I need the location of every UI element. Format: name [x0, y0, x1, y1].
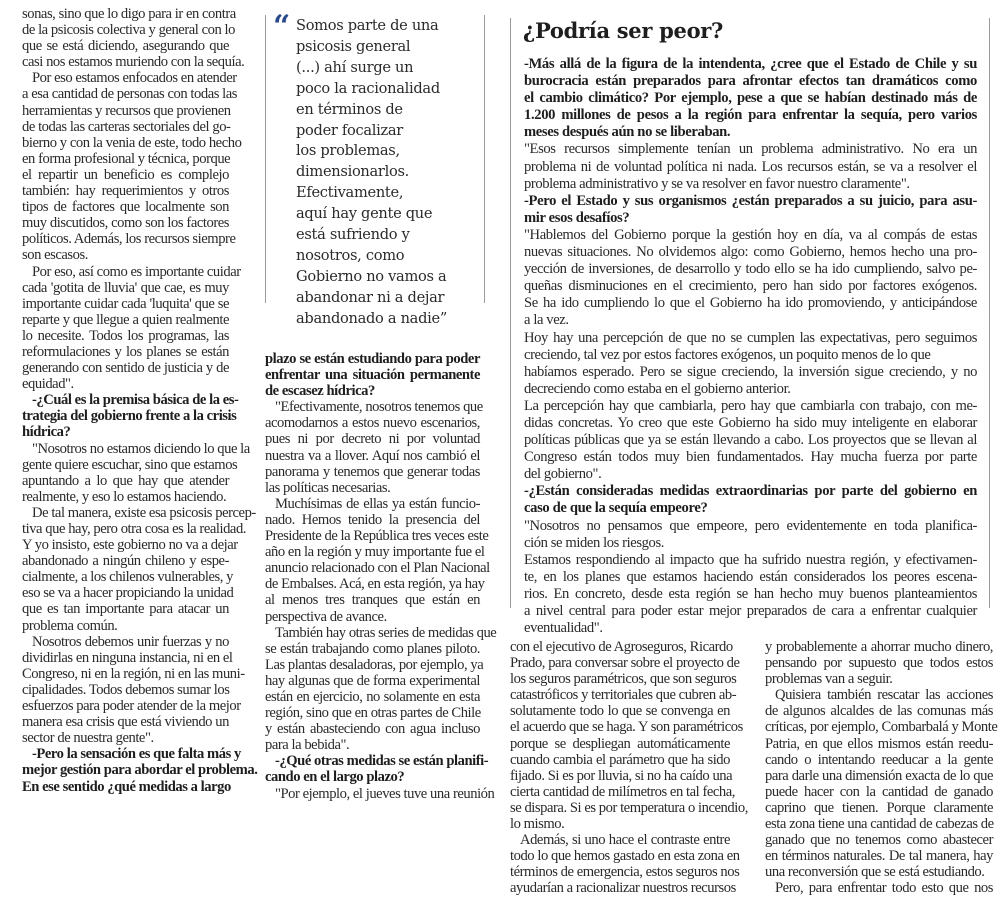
text-line: que se está diciendo, asegurando que — [22, 38, 229, 55]
text-line: hay algunas que de forma experimental — [265, 672, 480, 689]
text-line: a esa cantidad de personas con todas las — [22, 86, 238, 103]
text-line: Quisiera también rescatar las acciones — [775, 687, 993, 704]
text-line: tiva que hay, pero otra cosa es la realidad. — [22, 521, 246, 537]
text-line: fijado. Si es por lluvia, si no ha caído una — [510, 767, 733, 784]
sidebox-text-line: Estamos respondiendo al impacto que ha sufrido nuestra región, y efectivamen- — [524, 551, 977, 568]
text-line: Pero, para enfrentar todo esto que nos — [775, 880, 993, 897]
text-line: y están abasteciendo con agua incluso — [265, 721, 480, 738]
text-line: sonas, sino que lo digo para ir en contra — [22, 6, 236, 22]
text-line: de algunos alcaldes de las comunas más — [765, 703, 993, 720]
pull-quote — [265, 9, 485, 327]
text-line: nuestra va a llover. Aquí nos cambió el — [265, 447, 480, 464]
sidebox-text-line: "Hablemos del Gobierno porque la gestión hoy en día, va al compás de estas — [524, 226, 977, 243]
text-line: de todas las carteras sectoriales del go- — [22, 118, 231, 135]
pull-quote-line: dimensionarlos. — [296, 163, 409, 181]
text-line: realmente, y eso lo estamos haciendo. — [22, 488, 227, 505]
text-line: hídrica? — [22, 424, 71, 441]
text-line: mejor gestión para abordar el problema. — [22, 762, 258, 779]
text-line: críticas, por ejemplo, Combarbalá y Monte — [765, 719, 998, 736]
text-line: apuntando a lo que hay que atender — [22, 472, 229, 489]
pull-quote-line: poder focalizar — [296, 121, 403, 139]
sidebox-text-line: Hoy hay una percepción de que no se cumplen las expectativas, pero seguimos — [524, 329, 977, 346]
text-line: son escasos. — [22, 247, 88, 264]
text-line: pensando por supuesto que todos estos — [765, 655, 993, 672]
text-line: reformulaciones y los planes se están — [22, 343, 229, 360]
text-line: herramientas y recursos que provienen — [22, 102, 231, 119]
pull-quote-line: Somos parte de una — [296, 17, 439, 34]
sidebox-text-line: problema administrativo y se va resolver en favor nuestro claramente". — [524, 175, 910, 192]
text-line: año en la región y muy importante fue el — [265, 544, 485, 561]
text-line: plazo se están estudiando para poder — [265, 351, 480, 367]
text-line: anuncio relacionado con el Plan Nacional — [265, 560, 490, 577]
text-line: una reconversión que se está estudiando. — [765, 864, 985, 881]
text-line: "Por ejemplo, el jueves tuve una reunión — [275, 785, 495, 802]
text-line: bierno y con la venia de este, todo hecho — [22, 134, 242, 151]
sidebox-text-line: "Esos recursos simplemente tenían un problema administrativo. No era un — [524, 141, 977, 158]
text-line: En ese sentido ¿qué medidas a largo — [22, 778, 231, 795]
sidebox-text-line: problema ni de voluntad política ni nada. Los recursos están, se va a resolver el — [524, 158, 977, 175]
sidebox-text-line: ción se miden los riesgos. — [524, 534, 664, 551]
sidebox-text-line: decreciendo como estaba en el gobierno anterior. — [524, 380, 791, 397]
text-line: Patria, en que ellos mismos están reedu- — [765, 735, 993, 752]
sidebox-text-line: habíamos esperado. Pero se sigue creciendo, la inversión sigue creciendo, y no — [524, 363, 977, 380]
article-column-3 — [510, 639, 748, 897]
text-line: cuando cambia el parámetro que ha sido — [510, 751, 730, 768]
sidebox-text-line: a nivel central para poder estar mejor preparados de cara a enfrentar cualquier — [524, 603, 977, 619]
sidebox-text-line: burocracia están preparados para afrontar efectos tan dramáticos como — [524, 73, 977, 90]
pull-quote-line: poco la racionalidad — [296, 79, 440, 97]
pull-quote-line: los problemas, — [296, 142, 400, 160]
text-line: caprino que tienen. Porque claramente — [765, 799, 993, 816]
sidebox-text-line: rios. En concreto, desde esta región se han hecho muy buenos planteamientos — [524, 585, 977, 602]
text-line: Muchísimas de ellas ya están funcio- — [275, 495, 480, 512]
sidebox-text-line: queñas disminuciones en el crecimiento, pero han sido por factores exógenos. — [524, 278, 977, 295]
text-line: De tal manera, existe esa psicosis percep- — [32, 504, 256, 521]
text-line: el repartir un beneficio es complejo — [22, 166, 229, 183]
pull-quote-line: abandonado a nadie” — [296, 309, 447, 327]
article-column-1 — [22, 6, 258, 795]
text-line: que es tan importante para atacar un — [22, 601, 229, 618]
text-line: cando en el largo plazo? — [265, 769, 405, 786]
text-line: y probablemente a ahorrar mucho dinero, — [765, 639, 993, 655]
text-line: abandonado a ningún chileno y espe- — [22, 553, 229, 570]
sidebox-text-line: a la vez. — [524, 312, 569, 329]
text-line: cipalidades. Todos debemos sumar los — [22, 681, 230, 698]
text-line: -Pero la sensación es que falta más y — [32, 746, 241, 763]
text-line: en forma profesional y técnica, porque — [22, 150, 231, 167]
text-line: -¿Cuál es la premisa básica de la es- — [32, 392, 239, 409]
text-line: acomodarnos a estos nuevo escenarios, — [265, 415, 480, 432]
text-line: Prado, para conversar sobre el proyecto de — [510, 655, 740, 672]
article-column-2 — [265, 351, 497, 802]
sidebox-text-line: Se ha ido cumpliendo lo que el Gobierno ha ido promoviendo, y anticipándose — [524, 295, 977, 312]
sidebox-text-line: eventualidad". — [524, 620, 603, 637]
sidebox-text-line: políticas públicas que ya se están llevando a cabo. Los proyectos que se llevan al — [524, 432, 977, 449]
text-line: enfrentar una situación permanente — [265, 367, 480, 384]
text-line: sector de nuestra gente". — [22, 730, 154, 747]
pull-quote-line: abandonar ni a dejar — [296, 288, 445, 306]
text-line: "Efectivamente, nosotros tenemos que — [275, 399, 483, 416]
sidebox-text-line: 1.200 millones de pesos a la región para enfrentar la sequía, pero varios — [524, 107, 977, 124]
text-line: trategia del gobierno frente a la crisis — [22, 408, 237, 425]
sidebox-text-line: "Nosotros no pensamos que empeore, pero evidentemente en toda planifica- — [524, 517, 977, 534]
text-line: el acuerdo que se haga. Y son paramétricos — [510, 719, 743, 736]
sidebox-text-line: Congreso están todos muy bien fundamentados. Hay mucha fuerza por parte — [524, 449, 977, 466]
text-line: políticos. Además, los recursos siempre — [22, 231, 236, 248]
pull-quote-line: Efectivamente, — [296, 184, 404, 202]
pull-quote-text — [296, 16, 447, 330]
text-line: dividirlas en ninguna instancia, ni en el — [22, 649, 233, 666]
text-line: cada 'gotita de lluvia' que cae, es muy — [22, 279, 229, 296]
sidebox-text-line: el cambio climático? Por ejemplo, pese a que se habían destinado más de — [524, 90, 977, 107]
text-line: gente quiere escuchar, sino que estamos — [22, 456, 238, 473]
text-line: ganado que no tenemos como abastecer — [765, 832, 993, 849]
text-line: "Nosotros no estamos diciendo lo que la — [32, 440, 250, 457]
sidebox-text-line: La percepción hay que cambiarla, pero hay que cambiarla con trabajo, con me- — [524, 397, 977, 414]
sidebox-text-line: -¿Están consideradas medidas extraordinarias por parte del gobierno en — [524, 483, 977, 500]
quote-mark-icon: “ — [273, 9, 291, 44]
text-line: catastróficos y territoriales que cubren ab- — [510, 687, 737, 704]
text-line: También hay otras series de medidas que — [275, 624, 497, 641]
text-line: para darle una dimensión exacta de lo que — [765, 767, 993, 784]
text-line: lo mismo. — [510, 816, 565, 833]
text-line: Y yo insisto, este gobierno no va a dejar — [22, 537, 238, 554]
text-line: términos de emergencia, estos seguros nos — [510, 864, 740, 881]
text-line: Por eso, así como es importante cuidar — [32, 263, 241, 280]
text-line: Nosotros debemos unir fuerzas y no — [32, 633, 229, 650]
text-line: importante cuidar cada 'luquita' que se — [22, 295, 229, 312]
text-line: esta zona tiene una cantidad de cabezas de — [765, 816, 994, 833]
text-line: Además, si uno hace el contraste entre — [520, 832, 730, 849]
text-line: lo necesite. Todos los programas, las — [22, 327, 229, 344]
sidebox-text-line: -Más allá de la figura de la intendenta, ¿cree que el Estado de Chile y su — [524, 56, 977, 72]
sidebar-box — [510, 18, 990, 637]
text-line: ayudarían a racionalizar nuestros recursos — [510, 880, 736, 897]
text-line: reparte y que llegue a quien realmente — [22, 311, 229, 328]
text-line: eso se va a hacer propiciando la unidad — [22, 585, 234, 602]
text-line: puede hacer con la cantidad de ganado — [765, 783, 993, 800]
article-column-4 — [765, 639, 998, 897]
sidebox-text-line: yección de inversiones, de desarrollo y todo ello se ha ido cumpliendo, salvo pe- — [524, 261, 977, 278]
pull-quote-line: en términos de — [296, 100, 403, 118]
sidebox-text-line: -Pero el Estado y sus organismos ¿están preparados a su juicio, para asu- — [524, 192, 977, 209]
text-line: problemas van a seguir. — [765, 671, 893, 688]
sidebox-text-line: mir esos desafíos? — [524, 209, 630, 226]
text-line: para la bebida". — [265, 737, 350, 754]
text-line: región, sino que en otras partes de Chile — [265, 705, 481, 722]
sidebox-text-line: caso de que la sequía empeore? — [524, 500, 708, 517]
text-line: se dispara. Si es por temperatura o incendio, — [510, 799, 748, 816]
text-line: Presidente de la República tres veces este — [265, 528, 489, 545]
text-line: cialmente, a los chilenos vulnerables, y — [22, 569, 233, 586]
text-line: pues ni por decreto ni por voluntad — [265, 431, 480, 448]
text-line: cierta cantidad de milímetros en tal fecha, — [510, 783, 735, 800]
pull-quote-line: nosotros, como — [296, 246, 405, 264]
text-line: Las plantas desaladoras, por ejemplo, ya — [265, 656, 484, 673]
text-line: -¿Qué otras medidas se están planifi- — [275, 753, 489, 770]
text-line: equidad". — [22, 376, 74, 393]
text-line: solutamente todo lo que se convenga en — [510, 703, 730, 720]
text-line: cando o intentando reeducar a la gente — [765, 751, 993, 768]
text-line: todo lo que hemos gastado en esta zona en — [510, 848, 740, 865]
text-line: Por eso estamos enfocados en atender — [32, 70, 237, 87]
pull-quote-line: aquí hay gente que — [296, 205, 433, 223]
text-line: casi nos estamos muriendo con la sequía. — [22, 54, 245, 71]
text-line: panorama y tenemos que generar todas — [265, 463, 480, 480]
sidebar-box-title: ¿Podría ser peor? — [523, 18, 724, 43]
pull-quote-line: Gobierno no vamos a — [296, 267, 447, 285]
text-line: generando con sentido de justicia y de — [22, 360, 229, 377]
text-line: las políticas necesarias. — [265, 479, 391, 496]
text-line: manera esa crisis que está viviendo un — [22, 714, 229, 731]
text-line: al menos tres tranques que están en — [265, 592, 480, 609]
text-line: porque se despliegan automáticamente — [510, 735, 730, 752]
text-line: también: hay requerimientos y otros — [22, 183, 229, 200]
text-line: nado. Hemos tenido la presencia del — [265, 511, 480, 528]
sidebox-text-line: nuevas situaciones. No olvidemos algo: como Gobierno, hemos hecho una pro- — [524, 244, 977, 261]
pull-quote-line: está sufriendo y — [296, 226, 410, 244]
sidebox-text-line: meses después aún no se liberaban. — [524, 124, 731, 141]
text-line: problema común. — [22, 617, 118, 634]
pull-quote-line: (...) ahí surge un — [296, 58, 414, 76]
text-line: perspectiva de avance. — [265, 608, 387, 625]
pull-quote-line: psicosis general — [296, 37, 411, 55]
text-line: muy discutidos, como son los factores — [22, 215, 229, 232]
sidebox-text-line: didas concretas. Yo creo que este Gobierno ha sido muy inteligente en elaborar — [524, 414, 977, 431]
text-line: esfuerzos para poder atender de la mejor — [22, 698, 241, 715]
sidebox-text-line: te, en los planes que estamos haciendo están considerados los peores escena- — [524, 568, 977, 585]
text-line: con el ejecutivo de Agroseguros, Ricardo — [510, 639, 733, 655]
text-line: se están trabajando como planes piloto. — [265, 640, 480, 657]
sidebox-text-line: del gobierno". — [524, 466, 602, 483]
text-line: los seguros paramétricos, que son seguros — [510, 671, 737, 688]
text-line: en términos naturales. De tal manera, hay — [765, 848, 993, 865]
sidebox-text-line: creciendo, tal vez por estos factores exógenos, un poquito menos de lo que — [524, 346, 931, 363]
text-line: tipos de factores que localmente son — [22, 199, 229, 216]
text-line: Congreso, ni en la región, ni en las muni- — [22, 665, 245, 682]
text-line: están en ejercicio, no solamente en esta — [265, 688, 480, 705]
text-line: de la psicosis colectiva y general con lo — [22, 22, 235, 39]
text-line: de Embalses. Acá, en esta región, ya hay — [265, 576, 485, 593]
sidebar-box-body — [524, 56, 977, 637]
text-line: de escasez hídrica? — [265, 383, 375, 400]
